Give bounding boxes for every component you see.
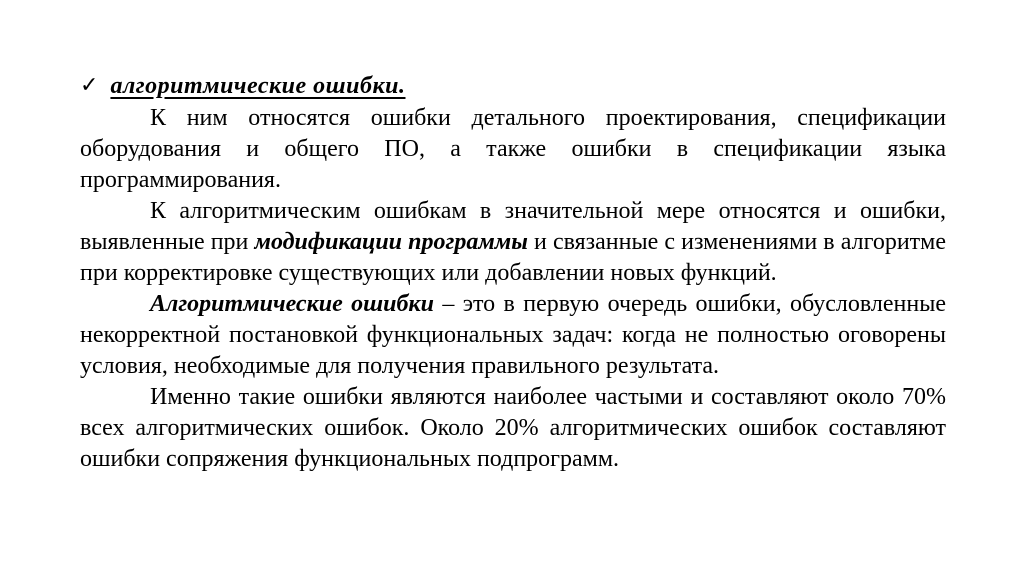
text-segment: Именно такие ошибки являются наиболее частыми и составляют около 70% всех алгоритмических ошибок. Около 20% алгоритмических ошибок составляют ошибки сопряжения функциональных подпрограмм. [80, 384, 946, 472]
text-segment: и связанные с изменениями в алгоритме при корректировке существующих или добавлении новых функций. [80, 229, 947, 286]
paragraph-1 [80, 103, 946, 196]
bullet-heading [80, 71, 946, 102]
text-segment: К ним относятся ошибки детального проектирования, спецификации оборудования и общего ПО, а также ошибки в спецификации языка программирования. [80, 105, 946, 193]
text-segment-emphasis: модификации программы [254, 229, 528, 255]
checkmark-icon: ✓ [80, 73, 99, 98]
paragraph-3 [80, 289, 946, 382]
text-segment: – это в первую очередь ошибки, обусловленные некорректной постановкой функциональных задач: когда не полностью оговорены условия, необходимые для получения правильного результата. [80, 291, 946, 379]
slide-text-block [80, 71, 946, 475]
text-segment: К алгоритмическим ошибкам в значительной мере относятся и ошибки, выявленные при [80, 198, 946, 255]
text-segment-emphasis: Алгоритмические ошибки [150, 291, 434, 317]
paragraph-4 [80, 382, 946, 475]
heading-text: алгоритмические ошибки. [110, 73, 406, 99]
paragraph-2 [80, 196, 946, 289]
